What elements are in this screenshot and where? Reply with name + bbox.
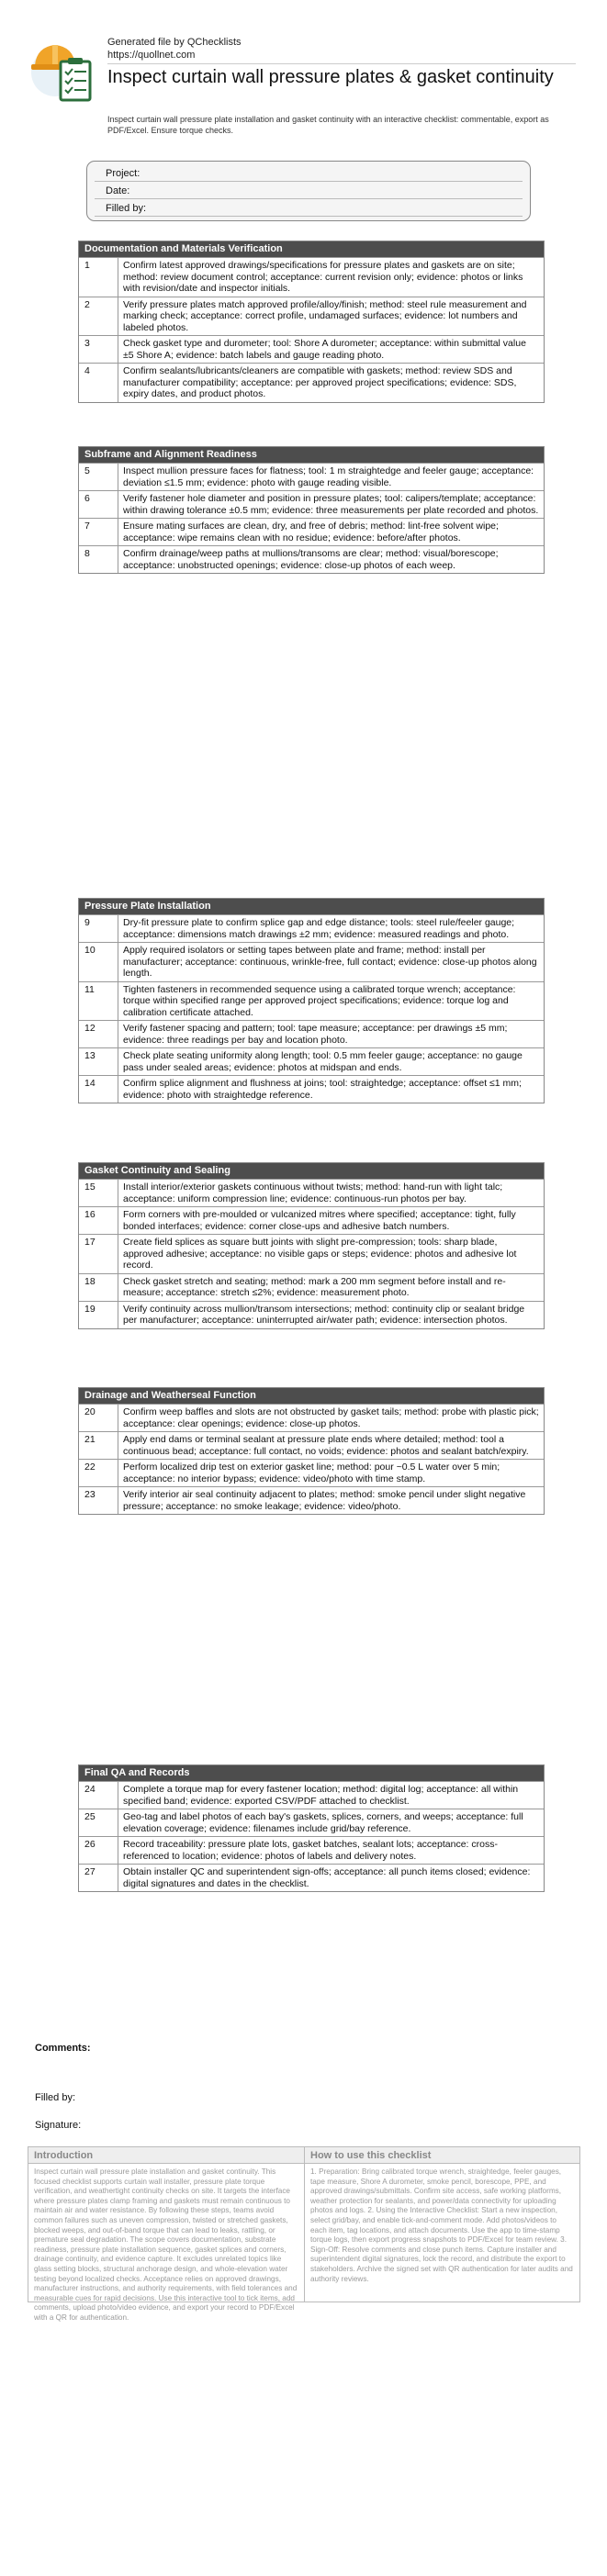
- item-number: 23: [79, 1487, 118, 1514]
- item-number: 22: [79, 1460, 118, 1486]
- section-subframe: [78, 446, 545, 574]
- project-field[interactable]: Project:: [95, 165, 523, 182]
- checklist-item[interactable]: [79, 545, 544, 573]
- item-text: Confirm weep baffles and slots are not obstructed by gasket tails; method: probe with plastic pick; acceptance: clear openings; evidence: close-up photos.: [123, 1406, 539, 1429]
- checklist-item[interactable]: [79, 297, 544, 336]
- item-text: Verify continuity across mullion/transom intersections; method: continuity clip or sealant bridge per manufacturer; acceptance: uninterrupted air/water path; evidence: intersection photos.: [123, 1303, 525, 1326]
- item-number: 18: [79, 1274, 118, 1301]
- checklist-item[interactable]: [79, 1047, 544, 1075]
- item-text: Confirm sealants/lubricants/cleaners are compatible with gaskets; method: review SDS and manufacturer compatibility; acceptance: per approved project specifications; evidence: SDS, expiry dates, and product photos.: [123, 365, 517, 399]
- item-number: 26: [79, 1837, 118, 1864]
- item-number: 7: [79, 519, 118, 545]
- item-number: 12: [79, 1021, 118, 1047]
- item-text: Apply required isolators or setting tapes between plate and frame; method: install per manufacturer; acceptance: continuous, wrinkle-free, full contact; evidence: close-up photos along length.: [123, 945, 537, 979]
- filled-by-label: Filled by:: [35, 2092, 76, 2103]
- checklist-item[interactable]: [79, 1206, 544, 1234]
- checklist-item[interactable]: [79, 942, 544, 981]
- section-gasket: [78, 1162, 545, 1329]
- page-title: Inspect curtain wall pressure plates & gasket continuity: [107, 67, 554, 87]
- item-number: 4: [79, 364, 118, 402]
- item-number: 25: [79, 1809, 118, 1836]
- item-number: 19: [79, 1302, 118, 1328]
- checklist-item[interactable]: [79, 335, 544, 363]
- source-url-link[interactable]: https://quollnet.com: [107, 50, 196, 61]
- item-text: Ensure mating surfaces are clean, dry, and free of debris; method: lint-free solvent wipe; acceptance: wipe remains clean with no residue; evidence: before/after photos.: [123, 521, 499, 543]
- item-text: Confirm latest approved drawings/specifications for pressure plates and gaskets are on site; method: review document control; acceptance: current revision only; evidence: photos or links with revision/date and inspector initials.: [123, 260, 523, 294]
- header-divider: [107, 63, 576, 64]
- checklist-item[interactable]: [79, 1404, 544, 1431]
- introduction-text: Inspect curtain wall pressure plate installation and gasket continuity. This focused checklist supports curtain wall installer, pressure plate torque verification, and weathertight continuity checks on site. It targets the interface where pressure plates clamp framing and gaskets must remain continuous to maintain air and water resistance. By following these steps, teams avoid common failures such as uneven compression, twisted or stretched gaskets, blocked weeps, and out-of-band torque that can lead to leaks, rattling, or premature seal degradation. The scope covers documentation, substrate readiness, pressure plate installation sequence, gasket splices and corners, drainage continuity, and evidence capture. It excludes unrelated topics like glass setting blocks, structural anchorage design, and whole-elevation water testing beyond localized checks. Acceptance relies on approved drawings, manufacturer instructions, and authority requirements, with field tolerances and measurable cues for rapid decisions. Use this interactive tool to tick items, add comments, upload photo/video evidence, and export your record to PDF/Excel with a QR for authentication.: [34, 2167, 298, 2322]
- section-final-qa: [78, 1764, 545, 1892]
- item-number: 11: [79, 982, 118, 1021]
- checklist-item[interactable]: [79, 1836, 544, 1864]
- item-number: 3: [79, 336, 118, 363]
- checklist-item[interactable]: [79, 1431, 544, 1459]
- item-text: Verify interior air seal continuity adjacent to plates; method: smoke pencil under slight negative pressure; acceptance: no smoke leakage; evidence: video/photo.: [123, 1489, 526, 1512]
- section-heading: Subframe and Alignment Readiness: [79, 447, 544, 463]
- item-number: 17: [79, 1235, 118, 1273]
- item-text: Verify pressure plates match approved profile/alloy/finish; method: steel rule measurement and marking check; acceptance: correct profile, undamaged surfaces; evidence: lot numbers and labeled photos.: [123, 298, 527, 333]
- item-text: Record traceability: pressure plate lots, gasket batches, sealant lots; acceptance: cross-referenced to location; evidence: photos of labels and delivery notes.: [123, 1839, 498, 1862]
- item-number: 16: [79, 1207, 118, 1234]
- checklist-item[interactable]: [79, 914, 544, 942]
- item-number: 1: [79, 258, 118, 297]
- filled-by-field[interactable]: Filled by:: [95, 200, 523, 217]
- item-text: Dry-fit pressure plate to confirm splice gap and edge distance; tools: steel rule/feeler gauge; acceptance: dimensions match drawings ±2 mm; evidence: measured readings and photo.: [123, 917, 515, 940]
- how-to-panel: [304, 2147, 579, 2302]
- section-heading: Final QA and Records: [79, 1765, 544, 1781]
- checklist-item[interactable]: [79, 463, 544, 490]
- checklist-item[interactable]: [79, 1809, 544, 1836]
- item-number: 24: [79, 1782, 118, 1809]
- section-documentation: [78, 241, 545, 403]
- item-number: 9: [79, 915, 118, 942]
- how-to-heading: How to use this checklist: [305, 2147, 579, 2164]
- checklist-item[interactable]: [79, 1486, 544, 1514]
- checklist-item[interactable]: [79, 257, 544, 297]
- item-text: Confirm drainage/weep paths at mullions/transoms are clear; method: visual/borescope; acceptance: unobstructed openings; evidence: close-up photos of each weep.: [123, 548, 499, 571]
- section-drainage: [78, 1387, 545, 1515]
- item-number: 10: [79, 943, 118, 981]
- item-text: Tighten fasteners in recommended sequence using a calibrated torque wrench; acceptance: torque within specified range per approved project specifications; evidence: torque log and calibration certificate attached.: [123, 983, 516, 1018]
- item-text: Geo-tag and label photos of each bay's gaskets, splices, corners, and weeps; acceptance: full elevation coverage; evidence: filenames include grid/bay reference.: [123, 1811, 523, 1834]
- item-number: 2: [79, 297, 118, 336]
- checklist-item[interactable]: [79, 1273, 544, 1301]
- hard-hat-checklist-icon: [28, 38, 97, 104]
- checklist-item[interactable]: [79, 1179, 544, 1206]
- info-panels: [28, 2146, 580, 2322]
- date-field[interactable]: Date:: [95, 183, 523, 199]
- section-pressure-plate: [78, 898, 545, 1103]
- item-number: 21: [79, 1432, 118, 1459]
- item-text: Check plate seating uniformity along length; tool: 0.5 mm feeler gauge; acceptance: no gauge pass under sealed areas; evidence: photos at midspan and ends.: [123, 1050, 523, 1073]
- item-number: 14: [79, 1076, 118, 1103]
- item-text: Check gasket type and durometer; tool: Shore A durometer; acceptance: within submittal value ±5 Shore A; evidence: batch labels and gauge reading photo.: [123, 338, 526, 361]
- section-heading: Documentation and Materials Verification: [79, 241, 544, 257]
- checklist-item[interactable]: [79, 363, 544, 402]
- checklist-item[interactable]: [79, 1020, 544, 1047]
- item-text: Complete a torque map for every fastener location; method: digital log; acceptance: all within specified band; evidence: exported CSV/PDF attached to checklist.: [123, 1784, 519, 1807]
- checklist-item[interactable]: [79, 1301, 544, 1328]
- item-number: 8: [79, 546, 118, 573]
- checklist-item[interactable]: [79, 1864, 544, 1891]
- checklist-item[interactable]: [79, 1075, 544, 1103]
- project-info-box: [86, 161, 531, 221]
- checklist-item[interactable]: [79, 1234, 544, 1273]
- section-heading: Gasket Continuity and Sealing: [79, 1163, 544, 1179]
- checklist-item[interactable]: [79, 981, 544, 1021]
- page-subtitle: Inspect curtain wall pressure plate installation and gasket continuity with an interactive checklist: commentable, export as PDF/Excel. Ensure torque checks.: [107, 115, 549, 135]
- document-header: [28, 33, 579, 148]
- item-text: Verify fastener spacing and pattern; tool: tape measure; acceptance: per drawings ±5 mm; evidence: three readings per bay and location photo.: [123, 1023, 508, 1046]
- item-number: 6: [79, 491, 118, 518]
- item-text: Verify fastener hole diameter and position in pressure plates; tool: calipers/template; acceptance: within drawing tolerance ±0.5 mm; evidence: three measurements per plate recorded and photos.: [123, 493, 539, 516]
- item-text: Check gasket stretch and seating; method: mark a 200 mm segment before install and re-measure; acceptance: stretch ≤2%; evidence: measurement photo.: [123, 1275, 506, 1298]
- introduction-panel: [28, 2147, 304, 2322]
- signature-label: Signature:: [35, 2120, 82, 2131]
- item-number: 27: [79, 1865, 118, 1891]
- item-text: Install interior/exterior gaskets continuous without twists; method: hand-run with light talc; acceptance: uniform compression line; evidence: continuous-run photos per bay.: [123, 1182, 503, 1204]
- item-text: Create field splices as square butt joints with slight pre-compression; tools: sharp blade, approved adhesive; acceptance: no visible gaps or steps; evidence: photos and adhesive lot record.: [123, 1237, 517, 1271]
- checklist-item[interactable]: [79, 1459, 544, 1486]
- item-text: Obtain installer QC and superintendent sign-offs; acceptance: all punch items closed; evidence: digital signatures and dates in the checklist.: [123, 1866, 531, 1889]
- checklist-item[interactable]: [79, 518, 544, 545]
- generated-by-text: Generated file by QChecklists: [107, 37, 242, 48]
- comments-label: Comments:: [35, 2043, 91, 2054]
- how-to-text: 1. Preparation: Bring calibrated torque wrench, straightedge, feeler gauges, tape measure, Shore A durometer, smoke pencil, borescope, PPE, and approved drawings/submittals. Confirm site access, safe working platforms, weather protection for sealants, and power/data connectivity for uploading photos and logs. 2. Using the Interactive Checklist: Start a new inspection, select grid/bay, and enable tick-and-comment mode. Add photos/videos to each item, tag locations, and attach documents. Use the app to time-stamp torque logs, then export progress snapshots to PDF/Excel for team review. 3. Sign-Off: Resolve comments and close punch items. Capture installer and superintendent digital signatures, lock the record, and distribute the export to stakeholders. Archive the signed set with QR authentication for later audits and authority reviews.: [310, 2167, 573, 2283]
- checklist-item[interactable]: [79, 490, 544, 518]
- item-number: 13: [79, 1048, 118, 1075]
- item-text: Form corners with pre-moulded or vulcanized mitres where specified; acceptance: tight, fully bonded interfaces; evidence: corner close-ups and adhesive batch numbers.: [123, 1209, 516, 1232]
- item-text: Perform localized drip test on exterior gasket line; method: pour ~0.5 L water over 5 min; acceptance: no interior bypass; evidence: video/photo with time stamp.: [123, 1462, 500, 1484]
- item-text: Confirm splice alignment and flushness at joins; tool: straightedge; acceptance: offset ≤1 mm; evidence: photo with straightedge reference.: [123, 1078, 522, 1101]
- item-number: 15: [79, 1180, 118, 1206]
- section-heading: Pressure Plate Installation: [79, 899, 544, 914]
- item-text: Inspect mullion pressure faces for flatness; tool: 1 m straightedge and feeler gauge; acceptance: deviation ≤1.5 mm; evidence: photo with gauge reading visible.: [123, 465, 534, 488]
- item-number: 5: [79, 464, 118, 490]
- introduction-heading: Introduction: [28, 2147, 304, 2164]
- item-text: Apply end dams or terminal sealant at pressure plate ends where detailed; method: tool a continuous bead; acceptance: full contact, no voids; evidence: photos and sealant batch/expiry.: [123, 1434, 529, 1457]
- checklist-item[interactable]: [79, 1781, 544, 1809]
- item-number: 20: [79, 1405, 118, 1431]
- section-heading: Drainage and Weatherseal Function: [79, 1388, 544, 1404]
